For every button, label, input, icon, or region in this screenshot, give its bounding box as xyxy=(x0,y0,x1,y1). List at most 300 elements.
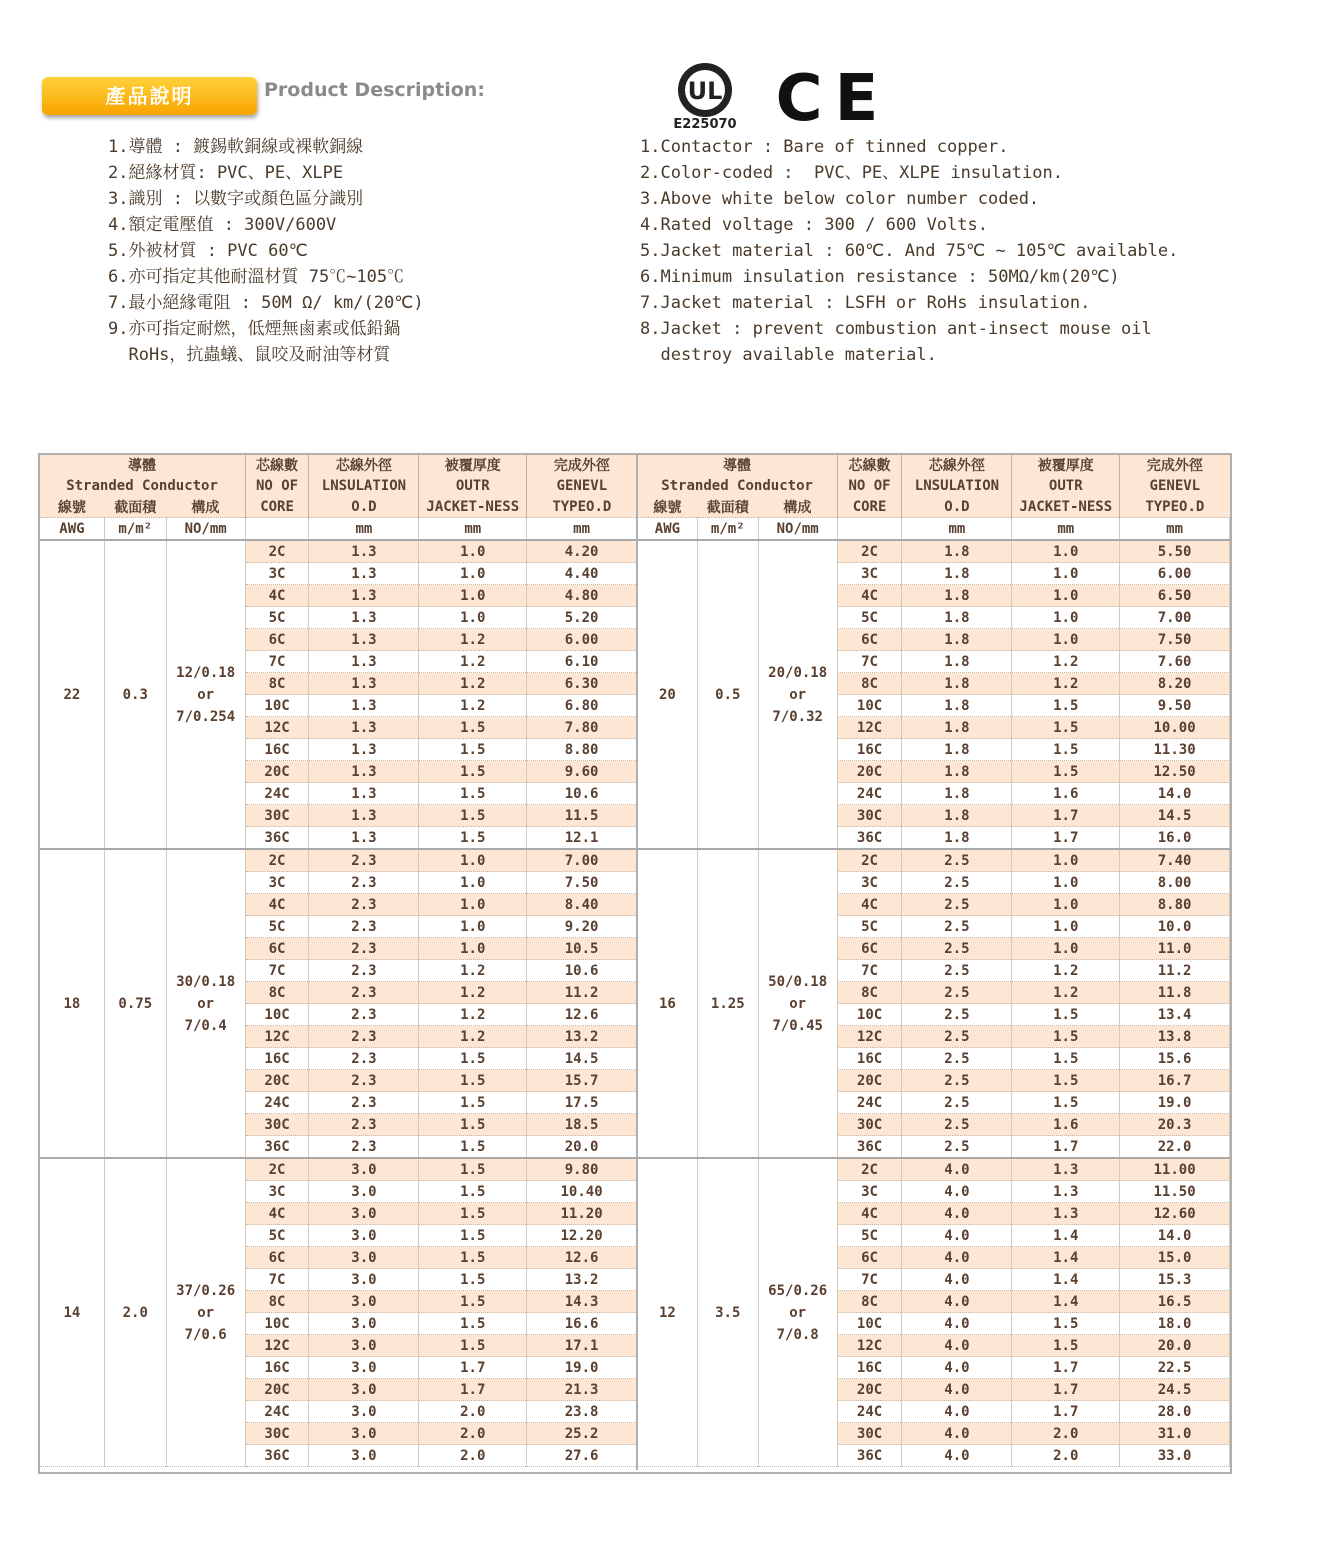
ul-number: E225070 xyxy=(673,117,737,130)
description-line: 3.Above white below color number coded. xyxy=(640,189,1040,209)
certification-logos xyxy=(665,62,905,130)
unit-area: m/m² xyxy=(697,518,758,541)
jacket-cell: 1.0 xyxy=(1012,629,1120,651)
od-cell: 31.0 xyxy=(1120,1423,1230,1445)
jacket-cell: 1.2 xyxy=(419,1004,527,1026)
insulation-cell: 2.3 xyxy=(309,894,419,916)
insulation-cell: 2.3 xyxy=(309,1004,419,1026)
od-cell: 10.00 xyxy=(1120,717,1230,739)
jacket-cell: 1.5 xyxy=(1012,1070,1120,1092)
area-cell: 0.5 xyxy=(697,540,758,849)
jacket-cell: 1.0 xyxy=(1012,849,1120,872)
core-cell: 6C xyxy=(837,629,902,651)
core-cell: 16C xyxy=(837,1048,902,1070)
od-cell: 6.50 xyxy=(1120,585,1230,607)
insulation-cell: 1.3 xyxy=(309,651,419,673)
area-cell: 0.3 xyxy=(104,540,166,849)
description-chinese xyxy=(108,134,424,368)
composition-cell xyxy=(166,1158,245,1467)
od-cell: 6.10 xyxy=(527,651,637,673)
od-cell: 21.3 xyxy=(527,1379,637,1401)
insulation-cell: 2.3 xyxy=(309,938,419,960)
header-core-en2: CORE xyxy=(245,496,309,518)
composition-comp1: 20/0.18 xyxy=(768,664,828,681)
core-cell: 3C xyxy=(245,1181,309,1203)
jacket-cell: 1.2 xyxy=(419,982,527,1004)
core-cell: 5C xyxy=(245,607,309,629)
od-cell: 8.80 xyxy=(527,739,637,761)
unit-area: m/m² xyxy=(104,518,166,541)
od-cell: 7.00 xyxy=(1120,607,1230,629)
jacket-cell: 1.2 xyxy=(419,960,527,982)
core-cell: 5C xyxy=(245,1225,309,1247)
header-jacket-zh: 被覆厚度 xyxy=(1012,454,1120,475)
od-cell: 23.8 xyxy=(527,1401,637,1423)
unit-jacket: mm xyxy=(1012,518,1120,541)
insulation-cell: 2.3 xyxy=(309,1092,419,1114)
header-od-zh: 完成外徑 xyxy=(1120,454,1230,475)
core-cell: 30C xyxy=(245,805,309,827)
od-cell: 13.8 xyxy=(1120,1026,1230,1048)
insulation-cell: 1.3 xyxy=(309,783,419,805)
unit-awg: AWG xyxy=(638,518,698,541)
od-cell: 7.50 xyxy=(1120,629,1230,651)
core-cell: 5C xyxy=(245,916,309,938)
unit-od: mm xyxy=(527,518,637,541)
description-line: 3.識別 : 以數字或顏色區分識別 xyxy=(108,189,364,209)
jacket-cell: 1.5 xyxy=(419,761,527,783)
composition-cell xyxy=(166,849,245,1158)
jacket-cell: 1.2 xyxy=(1012,651,1120,673)
od-cell: 15.7 xyxy=(527,1070,637,1092)
od-cell: 6.00 xyxy=(1120,563,1230,585)
jacket-cell: 2.0 xyxy=(419,1423,527,1445)
od-cell: 9.60 xyxy=(527,761,637,783)
core-cell: 30C xyxy=(837,1114,902,1136)
insulation-cell: 3.0 xyxy=(309,1313,419,1335)
header-core-en2: CORE xyxy=(837,496,902,518)
core-cell: 7C xyxy=(245,1269,309,1291)
jacket-cell: 1.0 xyxy=(419,894,527,916)
core-cell: 5C xyxy=(837,916,902,938)
od-cell: 24.5 xyxy=(1120,1379,1230,1401)
insulation-cell: 4.0 xyxy=(902,1313,1012,1335)
od-cell: 22.0 xyxy=(1120,1136,1230,1159)
header-od-en2: TYPEO.D xyxy=(527,496,637,518)
jacket-cell: 1.5 xyxy=(419,1291,527,1313)
header-insulation-en2: O.D xyxy=(902,496,1012,518)
header-insulation-en2: O.D xyxy=(309,496,419,518)
jacket-cell: 1.5 xyxy=(1012,1092,1120,1114)
core-cell: 20C xyxy=(837,1070,902,1092)
insulation-cell: 2.5 xyxy=(902,849,1012,872)
core-cell: 24C xyxy=(837,783,902,805)
unit-insulation: mm xyxy=(902,518,1012,541)
unit-insulation: mm xyxy=(309,518,419,541)
insulation-cell: 2.3 xyxy=(309,1026,419,1048)
core-cell: 6C xyxy=(837,938,902,960)
jacket-cell: 1.2 xyxy=(419,673,527,695)
insulation-cell: 4.0 xyxy=(902,1181,1012,1203)
jacket-cell: 1.6 xyxy=(1012,1114,1120,1136)
jacket-cell: 1.5 xyxy=(419,1247,527,1269)
composition-or: or xyxy=(789,686,807,703)
od-cell: 15.0 xyxy=(1120,1247,1230,1269)
area-cell: 2.0 xyxy=(104,1158,166,1467)
jacket-cell: 1.5 xyxy=(419,1269,527,1291)
insulation-cell: 2.3 xyxy=(309,1048,419,1070)
insulation-cell: 1.3 xyxy=(309,563,419,585)
composition-comp2: 7/0.254 xyxy=(176,708,236,725)
jacket-cell: 1.5 xyxy=(1012,1313,1120,1335)
header-area-zh: 截面積 xyxy=(104,496,166,518)
header-core-zh: 芯線數 xyxy=(837,454,902,475)
od-cell: 12.50 xyxy=(1120,761,1230,783)
jacket-cell: 1.4 xyxy=(1012,1291,1120,1313)
core-cell: 16C xyxy=(245,739,309,761)
core-cell: 6C xyxy=(245,938,309,960)
od-cell: 12.20 xyxy=(527,1225,637,1247)
core-cell: 8C xyxy=(245,673,309,695)
description-line: 2.Color-coded : PVC、PE、XLPE insulation. xyxy=(640,163,1063,183)
jacket-cell: 1.5 xyxy=(1012,695,1120,717)
od-cell: 8.20 xyxy=(1120,673,1230,695)
jacket-cell: 2.0 xyxy=(1012,1445,1120,1467)
core-cell: 3C xyxy=(245,563,309,585)
insulation-cell: 2.3 xyxy=(309,1136,419,1159)
core-cell: 4C xyxy=(245,894,309,916)
area-cell: 1.25 xyxy=(697,849,758,1158)
jacket-cell: 1.5 xyxy=(419,1070,527,1092)
composition-or: or xyxy=(789,1304,807,1321)
jacket-cell: 1.5 xyxy=(419,1158,527,1181)
insulation-cell: 2.3 xyxy=(309,1070,419,1092)
core-cell: 2C xyxy=(245,540,309,563)
od-cell: 27.6 xyxy=(527,1445,637,1467)
insulation-cell: 3.0 xyxy=(309,1225,419,1247)
core-cell: 30C xyxy=(837,805,902,827)
insulation-cell: 1.8 xyxy=(902,673,1012,695)
insulation-cell: 4.0 xyxy=(902,1203,1012,1225)
core-cell: 2C xyxy=(837,540,902,563)
header-od-zh: 完成外徑 xyxy=(527,454,637,475)
od-cell: 7.60 xyxy=(1120,651,1230,673)
description-line: 5.Jacket material : 60℃. And 75℃ ~ 105℃ available. xyxy=(640,241,1179,261)
insulation-cell: 3.0 xyxy=(309,1335,419,1357)
header-insulation-zh: 芯線外徑 xyxy=(902,454,1012,475)
insulation-cell: 2.3 xyxy=(309,872,419,894)
insulation-cell: 3.0 xyxy=(309,1247,419,1269)
core-cell: 12C xyxy=(245,1026,309,1048)
jacket-cell: 1.4 xyxy=(1012,1225,1120,1247)
jacket-cell: 1.4 xyxy=(1012,1247,1120,1269)
core-cell: 3C xyxy=(837,563,902,585)
od-cell: 11.5 xyxy=(527,805,637,827)
insulation-cell: 2.5 xyxy=(902,1114,1012,1136)
insulation-cell: 1.8 xyxy=(902,540,1012,563)
composition-comp2: 7/0.4 xyxy=(184,1017,227,1034)
insulation-cell: 3.0 xyxy=(309,1445,419,1467)
core-cell: 4C xyxy=(245,585,309,607)
insulation-cell: 1.8 xyxy=(902,629,1012,651)
insulation-cell: 1.8 xyxy=(902,761,1012,783)
jacket-cell: 1.5 xyxy=(419,805,527,827)
insulation-cell: 1.8 xyxy=(902,563,1012,585)
area-cell: 3.5 xyxy=(697,1158,758,1467)
od-cell: 4.20 xyxy=(527,540,637,563)
insulation-cell: 2.5 xyxy=(902,1136,1012,1159)
header-conductor-zh: 導體 xyxy=(40,454,246,475)
insulation-cell: 3.0 xyxy=(309,1357,419,1379)
description-line: destroy available material. xyxy=(640,345,937,365)
jacket-cell: 1.3 xyxy=(1012,1158,1120,1181)
od-cell: 8.00 xyxy=(1120,872,1230,894)
jacket-cell: 1.2 xyxy=(419,651,527,673)
od-cell: 11.30 xyxy=(1120,739,1230,761)
core-cell: 12C xyxy=(245,1335,309,1357)
od-cell: 13.4 xyxy=(1120,1004,1230,1026)
description-line: 6.Minimum insulation resistance : 50MΩ/km(20℃) xyxy=(640,267,1120,287)
od-cell: 6.80 xyxy=(527,695,637,717)
od-cell: 16.5 xyxy=(1120,1291,1230,1313)
area-cell: 0.75 xyxy=(104,849,166,1158)
core-cell: 4C xyxy=(837,894,902,916)
composition-comp2: 7/0.32 xyxy=(772,708,823,725)
header-jacket-en: OUTR xyxy=(419,475,527,496)
jacket-cell: 1.5 xyxy=(419,1136,527,1159)
description-line: 1.Contactor : Bare of tinned copper. xyxy=(640,137,1009,157)
unit-comp: NO/mm xyxy=(166,518,245,541)
header-insulation-zh: 芯線外徑 xyxy=(309,454,419,475)
core-cell: 10C xyxy=(245,1004,309,1026)
composition-or: or xyxy=(197,995,215,1012)
jacket-cell: 1.5 xyxy=(419,717,527,739)
core-cell: 36C xyxy=(837,827,902,850)
od-cell: 11.00 xyxy=(1120,1158,1230,1181)
composition-comp2: 7/0.45 xyxy=(772,1017,823,1034)
jacket-cell: 1.6 xyxy=(1012,783,1120,805)
table-row xyxy=(638,849,1230,872)
composition-comp1: 12/0.18 xyxy=(176,664,236,681)
insulation-cell: 1.8 xyxy=(902,805,1012,827)
insulation-cell: 1.3 xyxy=(309,717,419,739)
core-cell: 6C xyxy=(837,1247,902,1269)
header-od-en2: TYPEO.D xyxy=(1120,496,1230,518)
awg-cell: 20 xyxy=(638,540,698,849)
od-cell: 9.20 xyxy=(527,916,637,938)
table-row xyxy=(638,1158,1230,1181)
jacket-cell: 1.7 xyxy=(419,1357,527,1379)
description-line: 7.Jacket material : LSFH or RoHs insulation. xyxy=(640,293,1091,313)
core-cell: 8C xyxy=(245,1291,309,1313)
section-tag: 產品說明 xyxy=(42,77,257,115)
jacket-cell: 1.7 xyxy=(1012,805,1120,827)
jacket-cell: 1.5 xyxy=(419,1313,527,1335)
jacket-cell: 2.0 xyxy=(419,1401,527,1423)
insulation-cell: 2.5 xyxy=(902,960,1012,982)
od-cell: 10.6 xyxy=(527,783,637,805)
insulation-cell: 3.0 xyxy=(309,1181,419,1203)
jacket-cell: 1.0 xyxy=(1012,916,1120,938)
composition-comp1: 65/0.26 xyxy=(768,1282,828,1299)
insulation-cell: 1.3 xyxy=(309,761,419,783)
insulation-cell: 2.3 xyxy=(309,1114,419,1136)
core-cell: 36C xyxy=(837,1136,902,1159)
od-cell: 18.0 xyxy=(1120,1313,1230,1335)
od-cell: 25.2 xyxy=(527,1423,637,1445)
od-cell: 5.50 xyxy=(1120,540,1230,563)
ce-label: CE xyxy=(775,62,891,130)
core-cell: 16C xyxy=(837,1357,902,1379)
od-cell: 20.0 xyxy=(527,1136,637,1159)
insulation-cell: 1.8 xyxy=(902,695,1012,717)
od-cell: 12.1 xyxy=(527,827,637,850)
od-cell: 7.80 xyxy=(527,717,637,739)
insulation-cell: 4.0 xyxy=(902,1423,1012,1445)
core-cell: 20C xyxy=(837,1379,902,1401)
core-cell: 36C xyxy=(245,1136,309,1159)
core-cell: 36C xyxy=(245,827,309,850)
unit-jacket: mm xyxy=(419,518,527,541)
insulation-cell: 1.8 xyxy=(902,607,1012,629)
od-cell: 13.2 xyxy=(527,1026,637,1048)
core-cell: 8C xyxy=(837,1291,902,1313)
jacket-cell: 1.0 xyxy=(1012,607,1120,629)
insulation-cell: 3.0 xyxy=(309,1269,419,1291)
core-cell: 10C xyxy=(245,1313,309,1335)
unit-awg: AWG xyxy=(40,518,105,541)
core-cell: 7C xyxy=(245,960,309,982)
header-core-en: NO OF xyxy=(837,475,902,496)
od-cell: 16.0 xyxy=(1120,827,1230,850)
core-cell: 3C xyxy=(245,872,309,894)
awg-cell: 14 xyxy=(40,1158,105,1467)
core-cell: 20C xyxy=(245,1070,309,1092)
jacket-cell: 1.5 xyxy=(419,1225,527,1247)
insulation-cell: 1.8 xyxy=(902,585,1012,607)
core-cell: 4C xyxy=(245,1203,309,1225)
od-cell: 19.0 xyxy=(527,1357,637,1379)
header-insulation-en: LNSULATION xyxy=(902,475,1012,496)
od-cell: 14.0 xyxy=(1120,1225,1230,1247)
core-cell: 10C xyxy=(837,1004,902,1026)
composition-comp2: 7/0.6 xyxy=(184,1326,227,1343)
core-cell: 30C xyxy=(245,1114,309,1136)
od-cell: 13.2 xyxy=(527,1269,637,1291)
insulation-cell: 1.8 xyxy=(902,651,1012,673)
jacket-cell: 1.2 xyxy=(419,1026,527,1048)
od-cell: 10.6 xyxy=(527,960,637,982)
unit-comp: NO/mm xyxy=(758,518,837,541)
header-core-zh: 芯線數 xyxy=(245,454,309,475)
od-cell: 11.0 xyxy=(1120,938,1230,960)
jacket-cell: 1.5 xyxy=(419,1114,527,1136)
core-cell: 30C xyxy=(245,1423,309,1445)
core-cell: 3C xyxy=(837,872,902,894)
od-cell: 7.40 xyxy=(1120,849,1230,872)
od-cell: 9.80 xyxy=(527,1158,637,1181)
core-cell: 2C xyxy=(245,1158,309,1181)
unit-core xyxy=(245,518,309,541)
header-awg-zh: 線號 xyxy=(638,496,698,518)
core-cell: 5C xyxy=(837,1225,902,1247)
jacket-cell: 1.7 xyxy=(1012,1357,1120,1379)
insulation-cell: 2.3 xyxy=(309,916,419,938)
core-cell: 16C xyxy=(245,1357,309,1379)
core-cell: 2C xyxy=(837,849,902,872)
jacket-cell: 1.7 xyxy=(1012,827,1120,850)
jacket-cell: 1.5 xyxy=(419,1092,527,1114)
insulation-cell: 4.0 xyxy=(902,1357,1012,1379)
od-cell: 12.60 xyxy=(1120,1203,1230,1225)
header-comp-zh: 構成 xyxy=(758,496,837,518)
core-cell: 24C xyxy=(837,1401,902,1423)
composition-comp1: 30/0.18 xyxy=(176,973,236,990)
od-cell: 20.0 xyxy=(1120,1335,1230,1357)
insulation-cell: 2.5 xyxy=(902,872,1012,894)
awg-cell: 22 xyxy=(40,540,105,849)
insulation-cell: 1.3 xyxy=(309,629,419,651)
insulation-cell: 1.3 xyxy=(309,739,419,761)
jacket-cell: 1.0 xyxy=(419,607,527,629)
insulation-cell: 3.0 xyxy=(309,1423,419,1445)
core-cell: 16C xyxy=(245,1048,309,1070)
spec-table-right xyxy=(637,454,1230,1467)
core-cell: 12C xyxy=(837,1026,902,1048)
core-cell: 3C xyxy=(837,1181,902,1203)
section-subtitle: Product Description: xyxy=(264,79,485,101)
od-cell: 16.6 xyxy=(527,1313,637,1335)
od-cell: 4.40 xyxy=(527,563,637,585)
composition-comp1: 50/0.18 xyxy=(768,973,828,990)
core-cell: 24C xyxy=(245,1092,309,1114)
core-cell: 6C xyxy=(245,1247,309,1269)
insulation-cell: 2.5 xyxy=(902,982,1012,1004)
od-cell: 9.50 xyxy=(1120,695,1230,717)
header-conductor-en: Stranded Conductor xyxy=(40,475,246,496)
od-cell: 11.50 xyxy=(1120,1181,1230,1203)
core-cell: 4C xyxy=(837,1203,902,1225)
insulation-cell: 4.0 xyxy=(902,1225,1012,1247)
insulation-cell: 1.3 xyxy=(309,585,419,607)
od-cell: 22.5 xyxy=(1120,1357,1230,1379)
composition-cell xyxy=(758,849,837,1158)
core-cell: 12C xyxy=(837,1335,902,1357)
header-conductor-zh: 導體 xyxy=(638,454,838,475)
od-cell: 12.6 xyxy=(527,1004,637,1026)
insulation-cell: 1.3 xyxy=(309,695,419,717)
insulation-cell: 1.3 xyxy=(309,540,419,563)
header-area-zh: 截面積 xyxy=(697,496,758,518)
composition-comp1: 37/0.26 xyxy=(176,1282,236,1299)
jacket-cell: 1.0 xyxy=(1012,894,1120,916)
jacket-cell: 1.2 xyxy=(419,695,527,717)
composition-cell xyxy=(758,1158,837,1467)
composition-cell xyxy=(166,540,245,849)
awg-cell: 18 xyxy=(40,849,105,1158)
jacket-cell: 1.0 xyxy=(419,540,527,563)
core-cell: 8C xyxy=(837,982,902,1004)
od-cell: 15.6 xyxy=(1120,1048,1230,1070)
core-cell: 10C xyxy=(245,695,309,717)
composition-or: or xyxy=(197,686,215,703)
od-cell: 17.1 xyxy=(527,1335,637,1357)
insulation-cell: 2.5 xyxy=(902,1004,1012,1026)
header-od-en: GENEVL xyxy=(527,475,637,496)
od-cell: 12.6 xyxy=(527,1247,637,1269)
insulation-cell: 1.8 xyxy=(902,783,1012,805)
jacket-cell: 1.5 xyxy=(1012,1026,1120,1048)
